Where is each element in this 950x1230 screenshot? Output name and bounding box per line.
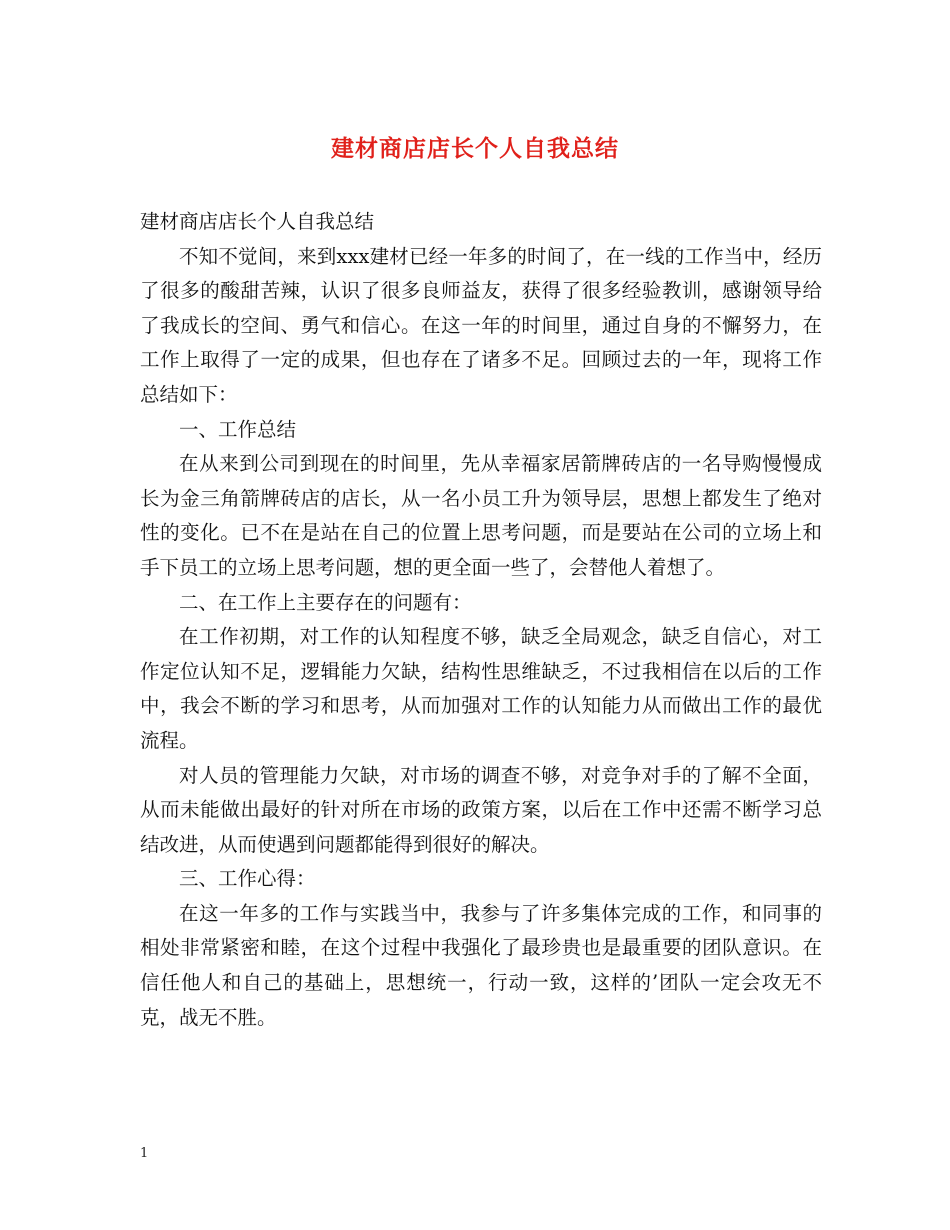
paragraph-intro: 不知不觉间，来到xxx建材已经一年多的时间了，在一线的工作当中，经历了很多的酸甜苦辣，认识了很多良师益友，获得了很多经验教训，感谢领导给了我成长的空间、勇气和信心。在这一年的时间里，通过自身的不懈努力，在工作上取得了一定的成果，但也存在了诸多不足。回顾过去的一年，现将工作总结如下： <box>140 244 822 406</box>
section-heading-1: 一、工作总结 <box>179 417 297 441</box>
paragraph-problems-2: 对人员的管理能力欠缺，对市场的调查不够，对竞争对手的了解不全面，从而未能做出最好的针对所在市场的政策方案，以后在工作中还需不断学习总结改进，从而使遇到问题都能得到很好的解决。 <box>140 763 822 856</box>
paragraph-problems-1: 在工作初期，对工作的认知程度不够，缺乏全局观念，缺乏自信心，对工作定位认知不足，逻辑能力欠缺，结构性思维缺乏，不过我相信在以后的工作中，我会不断的学习和思考，从而加强对工作的认知能力从而做出工作的最优流程。 <box>140 625 822 752</box>
paragraph-subtitle: 建材商店店长个人自我总结 <box>140 210 375 233</box>
section-heading-2: 二、在工作上主要存在的问题有： <box>179 590 472 614</box>
paragraph-work-summary: 在从来到公司到现在的时间里，先从幸福家居箭牌砖店的一名导购慢慢成长为金三角箭牌砖店的店长，从一名小员工升为领导层，思想上都发生了绝对性的变化。已不在是站在自己的位置上思考问题，而是要站在公司的立场上和手下员工的立场上思考问题，想的更全面一些了，会替他人着想了。 <box>140 452 822 579</box>
section-heading-3: 三、工作心得： <box>179 867 316 891</box>
page-number: 1 <box>140 1146 149 1161</box>
document-title: 建材商店店长个人自我总结 <box>331 135 619 162</box>
paragraph-experience: 在这一年多的工作与实践当中，我参与了许多集体完成的工作，和同事的相处非常紧密和睦，在这个过程中我强化了最珍贵也是最重要的团队意识。在信任他人和自己的基础上，思想统一，行动一致，这样的’团队一定会攻无不克，战无不胜。 <box>140 901 822 1029</box>
document-body <box>140 205 822 1035</box>
